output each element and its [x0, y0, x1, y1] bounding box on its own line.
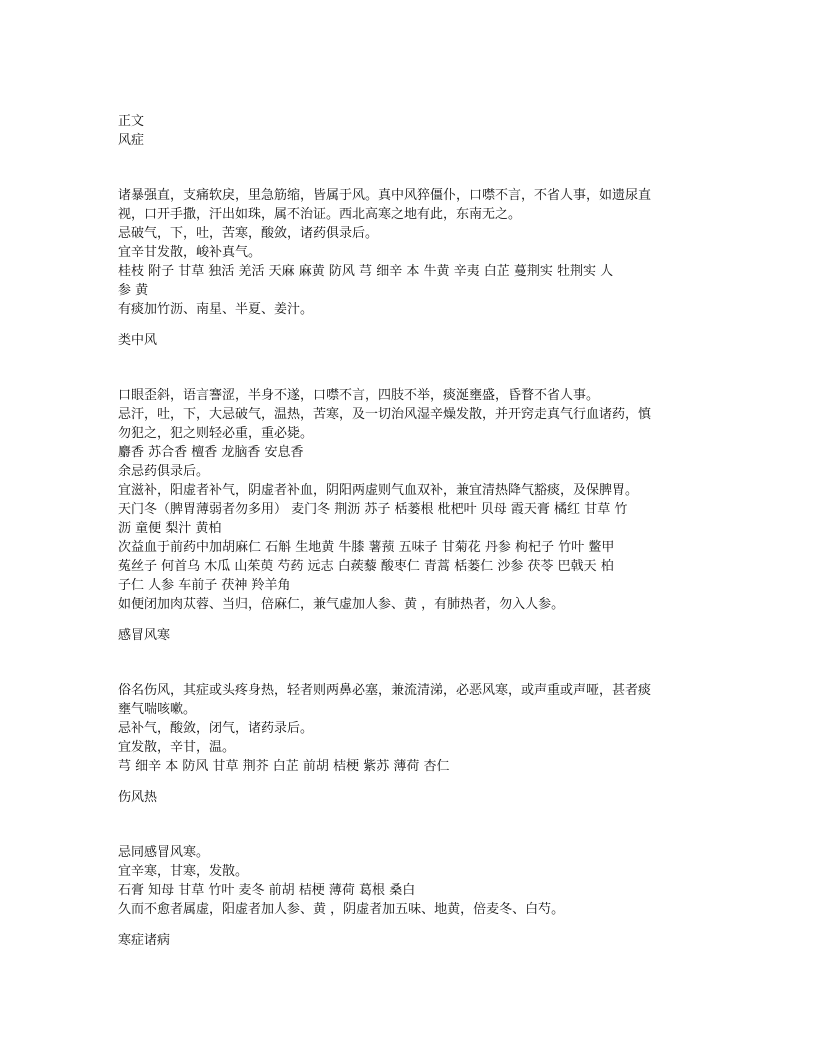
text-line: 忌破气，下，吐，苦寒，酸敛，诸药俱录后。	[118, 226, 379, 241]
text-line: 石膏 知母 甘草 竹叶 麦冬 前胡 桔梗 薄荷 葛根 桑白	[118, 883, 416, 898]
text-line: 宜发散，辛甘，温。	[118, 740, 236, 755]
text-line: 视，口开手撒，汗出如珠，属不治证。西北高寒之地有此，东南无之。	[118, 207, 522, 222]
section	[118, 131, 718, 319]
sections-container	[118, 131, 718, 950]
section-heading: 伤风热	[118, 790, 158, 805]
section	[118, 626, 718, 776]
text-line: 桂枝 附子 甘草 独活 羌活 天麻 麻黄 防风 芎 细辛 本 牛黄 辛夷 白芷 蔓荆实 牡荆实 人	[118, 264, 614, 279]
section-body	[118, 681, 718, 776]
text-line: 有痰加竹沥、南星、半夏、姜汁。	[118, 302, 314, 317]
text-line: 沥 童便 梨汁 黄柏	[118, 521, 222, 536]
section-body	[118, 186, 718, 319]
document-page	[118, 112, 718, 962]
text-line: 壅气喘咳嗽。	[118, 702, 197, 717]
text-line: 忌汗，吐，下，大忌破气，温热，苦寒，及一切治风湿辛燥发散，并开窍走真气行血诸药，慎	[118, 407, 652, 422]
text-line: 如便闭加肉苁蓉、当归，倍麻仁，兼气虚加人参、黄 ，有肺热者，勿入人参。	[118, 597, 565, 612]
section-heading: 风症	[118, 133, 145, 148]
text-line: 忌同感冒风寒。	[118, 845, 210, 860]
text-line: 宜辛甘发散，峻补真气。	[118, 245, 262, 260]
document-title: 正文	[118, 114, 145, 129]
text-line: 芎 细辛 本 防风 甘草 荆芥 白芷 前胡 桔梗 紫苏 薄荷 杏仁	[118, 759, 450, 774]
section-body	[118, 386, 718, 614]
text-line: 天门冬（脾胃薄弱者勿多用） 麦门冬 荆沥 苏子 栝蒌根 枇杷叶 贝母 霞天膏 橘红 甘草 竹	[118, 502, 628, 517]
text-line: 诸暴强直，支痛软戾，里急筋缩，皆属于风。真中风猝僵仆，口噤不言，不省人事，如遗尿直	[118, 188, 652, 203]
text-line: 宜滋补，阳虚者补气，阴虚者补血，阴阳两虚则气血双补，兼宜清热降气豁痰，及保脾胃。	[118, 483, 639, 498]
section	[118, 931, 718, 950]
text-line: 久而不愈者属虚，阳虚者加人参、黄 ，阴虚者加五味、地黄，倍麦冬、白芍。	[118, 902, 565, 917]
section-body	[118, 843, 718, 919]
text-line: 余忌药俱录后。	[118, 464, 210, 479]
text-line: 宜辛寒，甘寒，发散。	[118, 864, 249, 879]
section	[118, 788, 718, 919]
text-line: 菟丝子 何首乌 木瓜 山茱萸 芍药 远志 白蒺藜 酸枣仁 青蒿 栝蒌仁 沙参 茯苓 巴戟天 柏	[118, 559, 614, 574]
text-line: 忌补气，酸敛，闭气，诸药录后。	[118, 721, 314, 736]
text-line: 麝香 苏合香 檀香 龙脑香 安息香	[118, 445, 304, 460]
text-line: 参 黄	[118, 283, 149, 298]
text-line: 俗名伤风，其症或头疼身热，轻者则两鼻必塞，兼流清涕，必恶风寒，或声重或声哑，甚者痰	[118, 683, 652, 698]
section	[118, 331, 718, 614]
text-line: 勿犯之，犯之则轻必重，重必毙。	[118, 426, 314, 441]
section-heading: 类中风	[118, 333, 158, 348]
text-line: 口眼歪斜，语言謇涩，半身不遂，口噤不言，四肢不举，痰涎壅盛，昏瞀不省人事。	[118, 388, 600, 403]
section-heading: 感冒风寒	[118, 628, 171, 643]
section-heading: 寒症诸病	[118, 933, 171, 948]
text-line: 子仁 人参 车前子 茯神 羚羊角	[118, 578, 291, 593]
text-line: 次益血于前药中加胡麻仁 石斛 生地黄 牛膝 薯蓣 五味子 甘菊花 丹参 枸杞子 竹叶 鳖甲	[118, 540, 615, 555]
